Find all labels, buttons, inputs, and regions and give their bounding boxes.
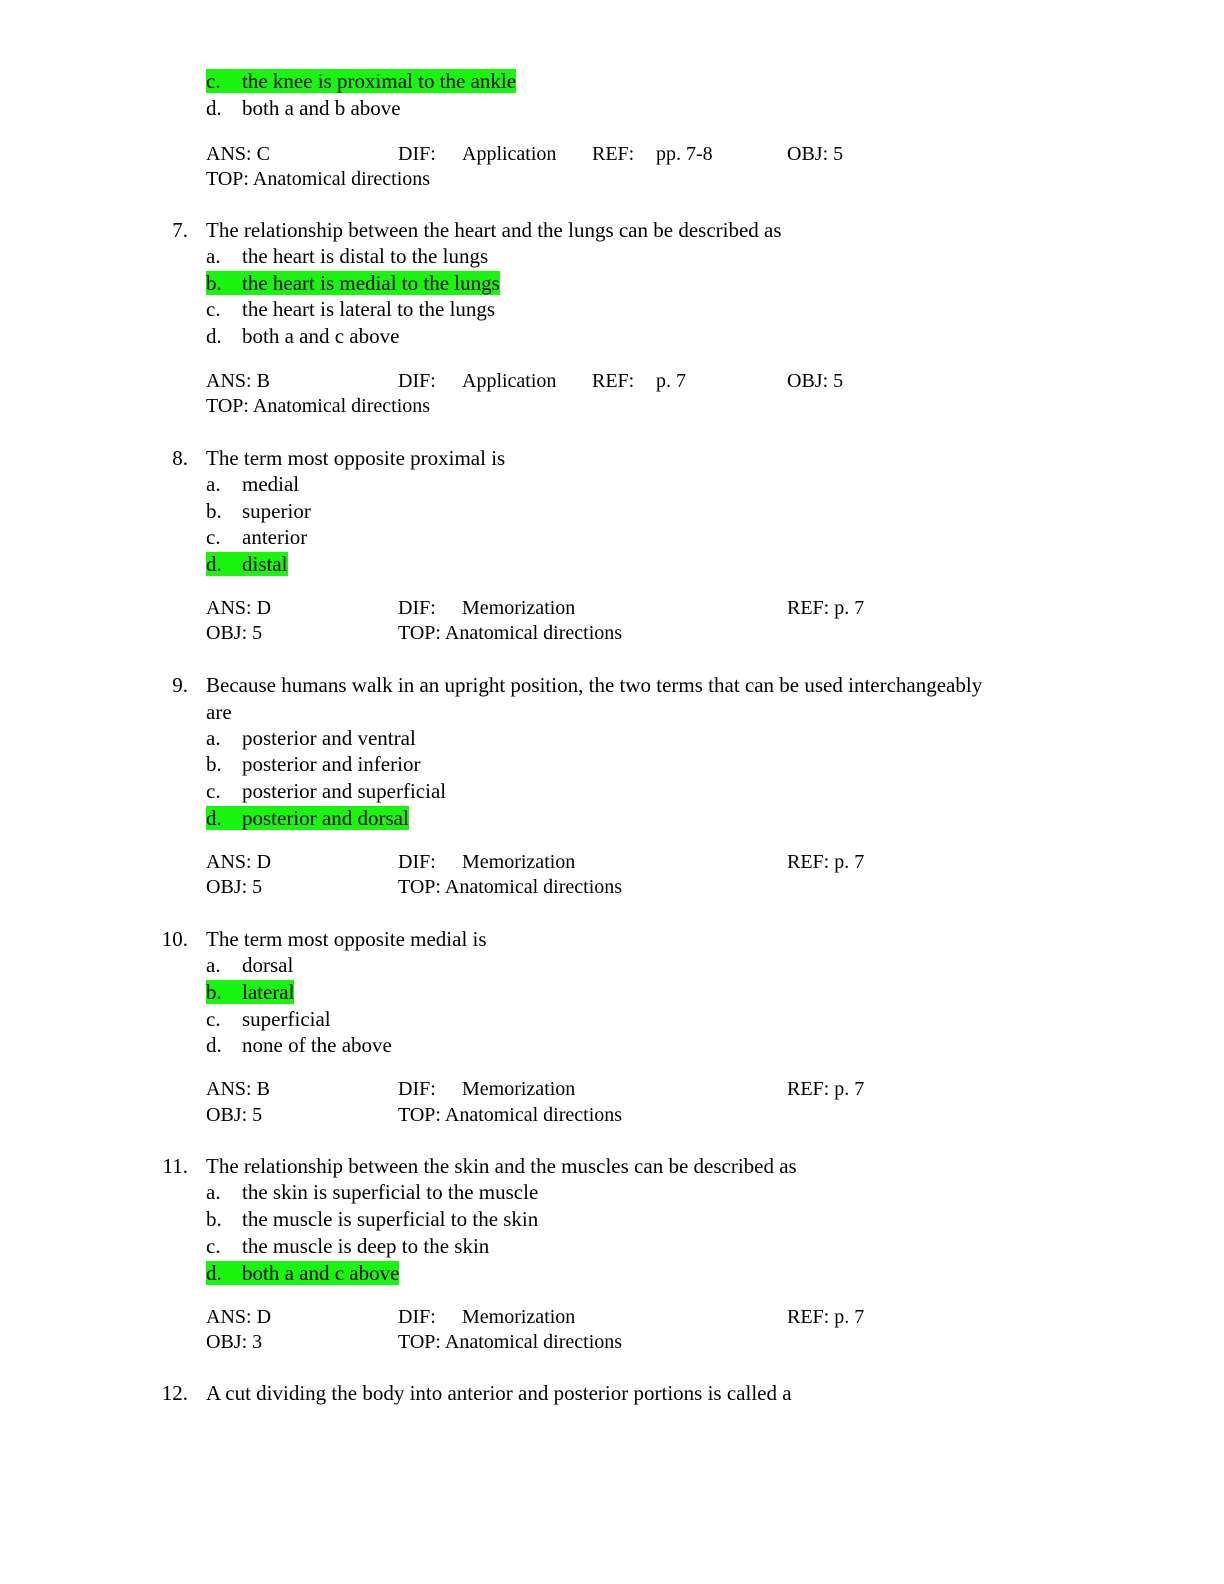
difficulty-value: Memorization: [462, 1078, 576, 1100]
option-b: b. posterior and inferior: [206, 752, 421, 776]
correct-answer-highlight: c. the knee is proximal to the ankle: [206, 69, 517, 93]
reference-label: REF:: [592, 143, 635, 165]
reference-label: REF: p. 7: [787, 597, 865, 619]
question-stem: The relationship between the skin and the muscles can be described as: [206, 1154, 797, 1178]
topic-label: TOP: Anatomical directions: [398, 1104, 623, 1126]
answer-label: ANS: D: [206, 1306, 272, 1328]
option-b: [206, 270, 500, 296]
question-stem: The term most opposite medial is: [206, 927, 487, 951]
topic-label: TOP: Anatomical directions: [398, 1331, 623, 1353]
difficulty-label: DIF:: [398, 597, 436, 619]
difficulty-value: Memorization: [462, 851, 576, 873]
objective-label: OBJ: 5: [787, 143, 844, 165]
difficulty-value: Memorization: [462, 1306, 576, 1328]
option-a: a. dorsal: [206, 953, 294, 977]
question-number: 9.: [172, 673, 188, 697]
option-c: c. the heart is lateral to the lungs: [206, 297, 496, 321]
option-c: c. the muscle is deep to the skin: [206, 1234, 490, 1258]
option-d: d. both a and b above: [206, 96, 401, 120]
option-d: [206, 805, 409, 831]
reference-label: REF: p. 7: [787, 851, 865, 873]
question-stem: Because humans walk in an upright position, the two terms that can be used interchangeably: [206, 673, 983, 697]
question-number: 10.: [161, 927, 188, 951]
objective-label: OBJ: 5: [206, 622, 263, 644]
question-number: 12.: [161, 1381, 188, 1405]
difficulty-label: DIF:: [398, 1078, 436, 1100]
objective-label: OBJ: 5: [206, 1104, 263, 1126]
topic-label: TOP: Anatomical directions: [398, 622, 623, 644]
option-c: c. posterior and superficial: [206, 779, 447, 803]
answer-label: ANS: C: [206, 143, 270, 165]
option-c: c. superficial: [206, 1007, 331, 1031]
option-a: a. medial: [206, 472, 300, 496]
reference-label: REF:: [592, 370, 635, 392]
correct-answer-highlight: d. posterior and dorsal: [206, 806, 409, 830]
correct-answer-highlight: b. the heart is medial to the lungs: [206, 271, 500, 295]
option-b: b. the muscle is superficial to the skin: [206, 1207, 539, 1231]
difficulty-value: Memorization: [462, 597, 576, 619]
option-d: [206, 551, 288, 577]
answer-label: ANS: B: [206, 1078, 270, 1100]
objective-label: OBJ: 5: [206, 876, 263, 898]
option-d: [206, 1260, 399, 1286]
difficulty-value: Application: [462, 143, 557, 165]
option-d: d. both a and c above: [206, 324, 400, 348]
difficulty-value: Application: [462, 370, 557, 392]
topic-label: TOP: Anatomical directions: [398, 876, 623, 898]
option-a: a. posterior and ventral: [206, 726, 416, 750]
option-b: b. superior: [206, 499, 311, 523]
question-number: 7.: [172, 218, 188, 242]
difficulty-label: DIF:: [398, 370, 436, 392]
correct-answer-highlight: d. distal: [206, 552, 288, 576]
answer-label: ANS: D: [206, 851, 272, 873]
option-c: c. anterior: [206, 525, 308, 549]
option-a: a. the heart is distal to the lungs: [206, 244, 489, 268]
reference-value: pp. 7-8: [656, 143, 713, 165]
answer-label: ANS: D: [206, 597, 272, 619]
option-b: [206, 979, 294, 1005]
reference-label: REF: p. 7: [787, 1078, 865, 1100]
correct-answer-highlight: d. both a and c above: [206, 1261, 400, 1285]
topic-label: TOP: Anatomical directions: [206, 395, 431, 417]
option-a: a. the skin is superficial to the muscle: [206, 1180, 539, 1204]
difficulty-label: DIF:: [398, 851, 436, 873]
correct-answer-highlight: b. lateral: [206, 980, 295, 1004]
answer-label: ANS: B: [206, 370, 270, 392]
question-stem: A cut dividing the body into anterior and posterior portions is called a: [206, 1381, 792, 1405]
option-c: [206, 68, 516, 94]
reference-label: REF: p. 7: [787, 1306, 865, 1328]
question-stem: The relationship between the heart and the lungs can be described as: [206, 218, 782, 242]
difficulty-label: DIF:: [398, 143, 436, 165]
question-number: 11.: [162, 1154, 188, 1178]
objective-label: OBJ: 3: [206, 1331, 263, 1353]
question-number: 8.: [172, 446, 188, 470]
topic-label: TOP: Anatomical directions: [206, 168, 431, 190]
question-stem-continued: are: [206, 700, 232, 724]
option-d: d. none of the above: [206, 1033, 392, 1057]
reference-value: p. 7: [656, 370, 686, 392]
difficulty-label: DIF:: [398, 1306, 436, 1328]
objective-label: OBJ: 5: [787, 370, 844, 392]
question-stem: The term most opposite proximal is: [206, 446, 506, 470]
